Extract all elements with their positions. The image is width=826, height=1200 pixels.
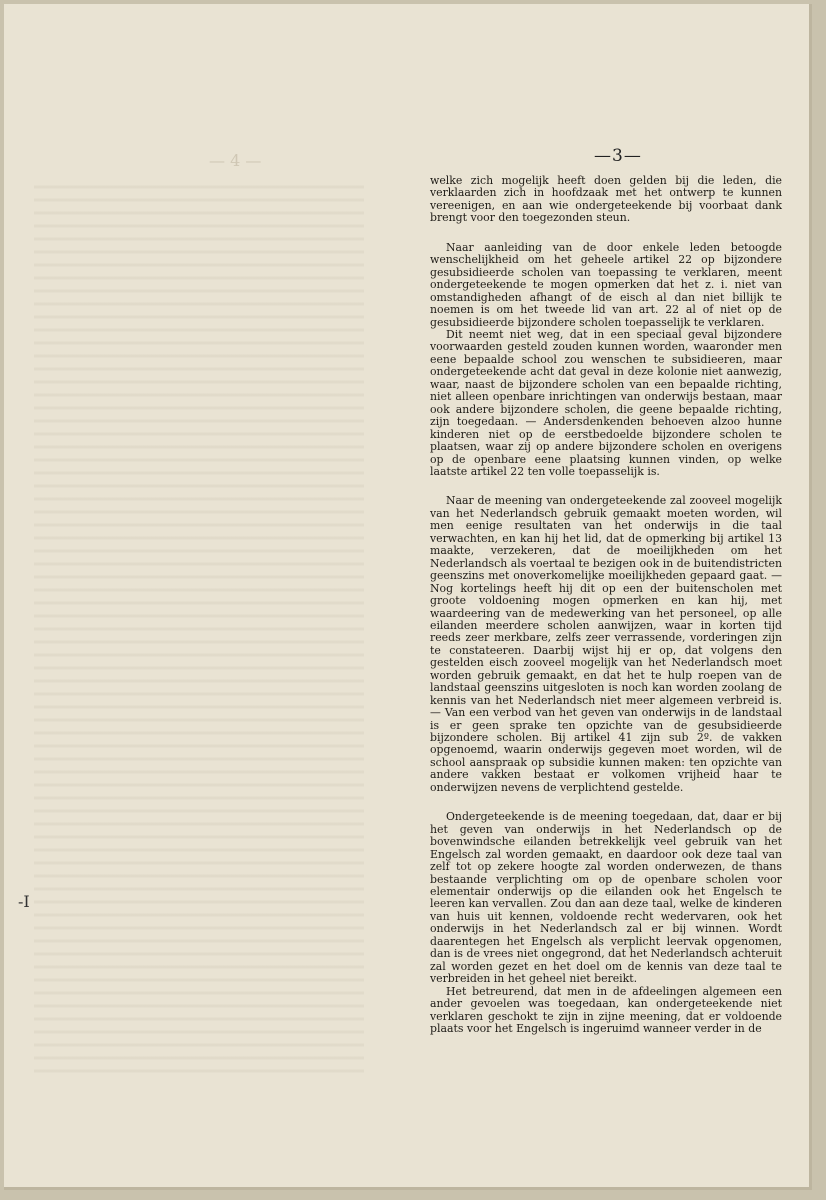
document-page — [4, 4, 812, 1190]
paragraph: Naar aanleiding van de door enkele leden betoogde wenschelijkheid om het geheele artikel 22 op bijzondere gesubsidieerde scholen van toepassing te verklaren, meent ondergeteekende te mogen opmerken dat het z. i. niet van omstandigheden afhangt of de eisch al dan niet billijk te noemen is om het tweede lid van art. 22 al of niet op de gesubsidieerde bijzondere scholen toepasselijk te verklaren. — [430, 240, 782, 329]
text-column — [430, 175, 782, 1035]
bleed-through-page-number: — 4 — — [209, 151, 262, 170]
paragraph: Naar de meening van ondergeteekende zal zooveel mogelijk van het Nederlandsch gebruik gemaakt moeten worden, wil men eenige resultaten van het onderwijs in die taal verwachten, en kan hij het lid, dat de opmerking bij artikel 13 maakte, verzekeren, dat de moeilijkheden om het Nederlandsch als voertaal te bezigen ook in de buitendistricten geenszins met onoverkomelijke moeilijkheden gepaard gaat. — Nog kortelings heeft hij dit op een der buitenscholen met groote voldoening mogen opmerken en kan hij, met waardeering van de medewerking van het personeel, op alle eilanden meerdere scholen aanwijzen, waar in korten tijd reeds zeer merkbare, zelfs zeer verrassende, vorderingen zijn te constateeren. Daarbij wijst hij er op, dat volgens den gestelden eisch zooveel mogelijk van het Nederlandsch moet worden gebruik gemaakt, en dat het te hulp roepen van de landstaal geenszins uitgesloten is noch kan worden zoolang de kennis van het Nederlandsch niet meer algemeen verbreid is. — Van een verbod van het geven van onderwijs in de landstaal is er geen sprake ten opzichte van de gesubsidieerde bijzondere scholen. Bij artikel 41 zijn sub 2º. de vakken opgenoemd, waarin onderwijs gegeven moet worden, wil de school aanspraak op subsidie kunnen maken: ten opzichte van andere vakken bestaat er volkomen vrijheid haar te onderwijzen nevens de verplichtend gestelde. — [430, 494, 782, 794]
bleed-through-text — [34, 179, 364, 1079]
margin-mark: -I — [18, 892, 30, 911]
page-number: —3— — [594, 146, 642, 166]
paragraph: welke zich mogelijk heeft doen gelden bij die leden, die verklaarden zich in hoofdzaak met het ontwerp te kunnen vereenigen, en aan wie ondergeteekende bij voorbaat dank brengt voor den toegezonden steun. — [430, 174, 782, 225]
paragraph: Dit neemt niet weg, dat in een speciaal geval bijzondere voorwaarden gesteld zouden kunnen worden, waaronder men eene bepaalde school zou wenschen te subsidieeren, maar ondergeteekende acht dat geval in deze kolonie niet aanwezig, waar, naast de bijzondere scholen van een bepaalde richting, niet alleen openbare inrichtingen van onderwijs bestaan, maar ook andere bijzondere scholen, die geene bepaalde richting, zijn toegedaan. — Andersdenkenden behoeven alzoo hunne kinderen niet op de eerstbedoelde bijzondere scholen te plaatsen, waar zij op andere bijzondere scholen en overigens op de openbare eene plaatsing kunnen vinden, op welke laatste artikel 22 ten volle toepasselijk is. — [430, 327, 782, 478]
paragraph: Het betreurend, dat men in de afdeelingen algemeen een ander gevoelen was toegedaan, kan ondergeteekende niet verklaren geschokt te zijn in zijne meening, dat er voldoende plaats voor het Engelsch is ingeruimd wanneer verder in de — [430, 984, 782, 1035]
paragraph: Ondergeteekende is de meening toegedaan, dat, daar er bij het geven van onderwijs in het Nederlandsch op de bovenwindsche eilanden betrekkelijk veel gebruik van het Engelsch zal worden gemaakt, en daardoor ook deze taal van zelf tot op zekere hoogte zal worden onderwezen, de thans bestaande verplichting om op de openbare scholen voor elementair onderwijs op die eilanden ook het Engelsch te leeren kan vervallen. Zou dan aan deze taal, welke de kinderen van huis uit kennen, voldoende recht wedervaren, ook het onderwijs in het Nederlandsch zal er bij winnen. Wordt daarentegen het Engelsch als verplicht leervak opgenomen, dan is de vrees niet ongegrond, dat het Nederlandsch achteruit zal worden gezet en het doel om de kennis van deze taal te verbreiden in het geheel niet bereikt. — [430, 810, 782, 986]
